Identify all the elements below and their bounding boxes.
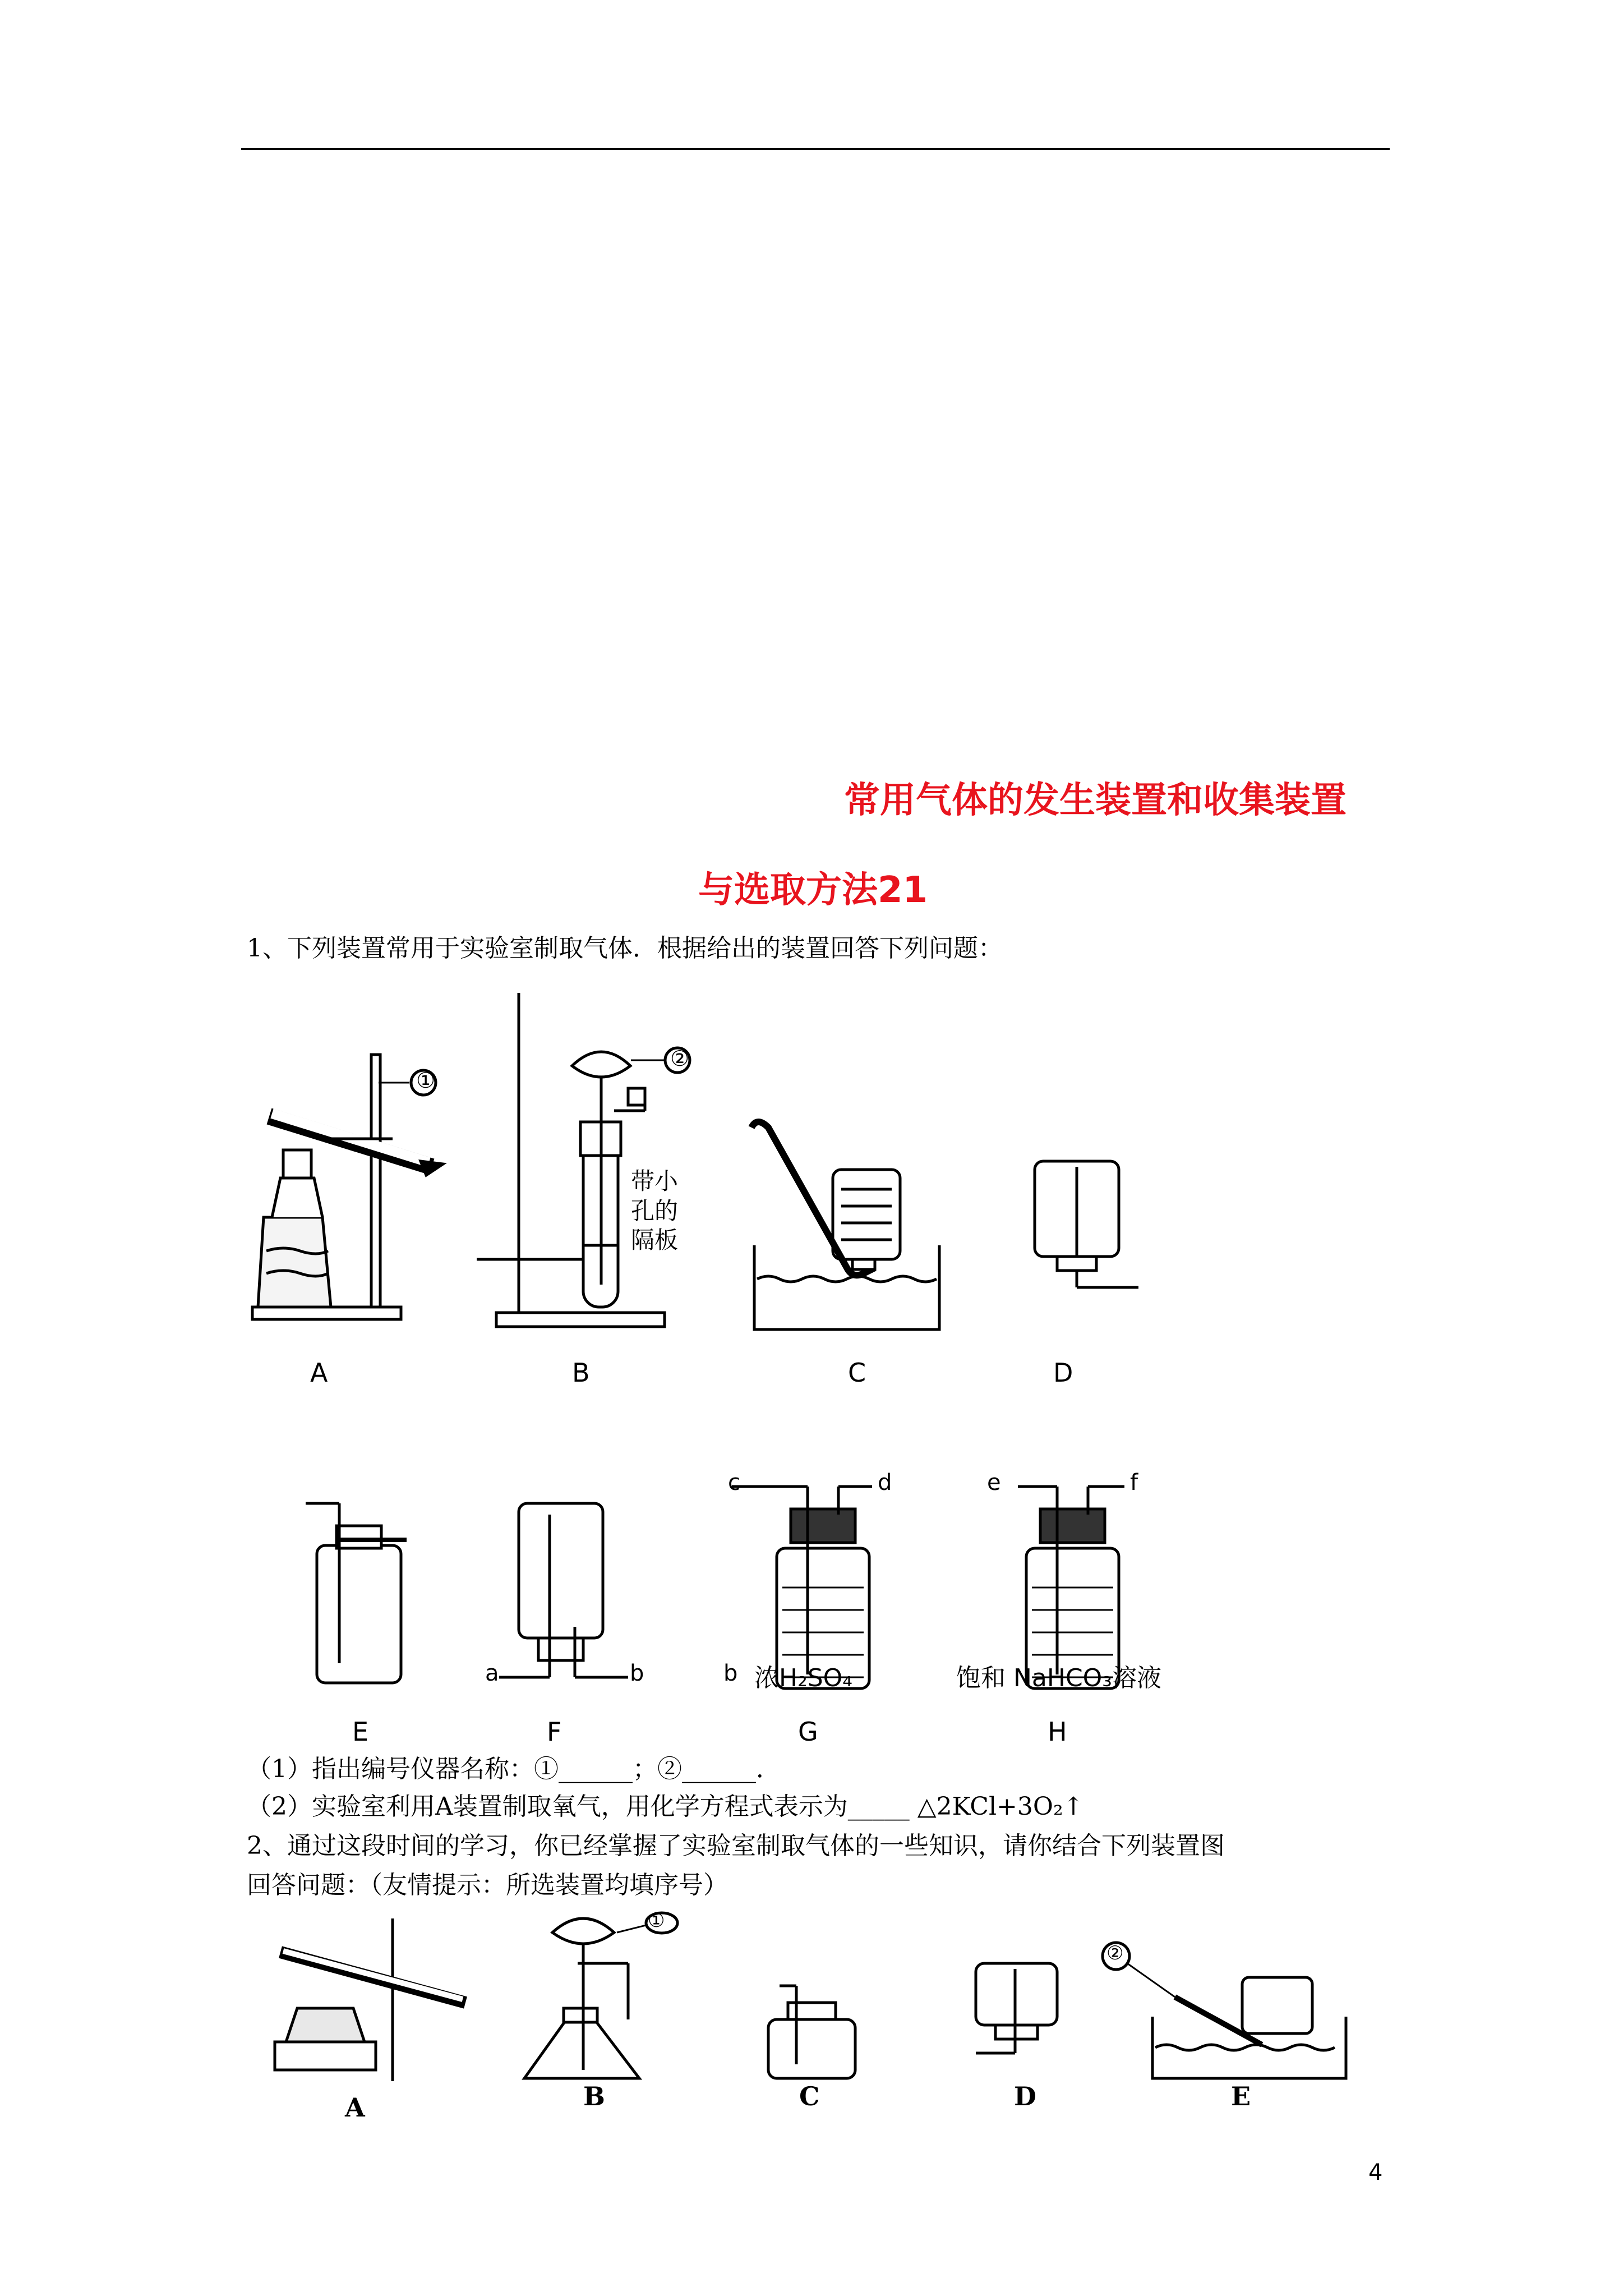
q1-label-c: C	[848, 1358, 866, 1388]
q1-label-e: E	[352, 1717, 369, 1747]
q1-port-f: f	[1130, 1470, 1138, 1496]
question-1-sub-1: （1）指出编号仪器名称：①______；②______．	[247, 1755, 781, 1783]
q2-circle-1: ①	[648, 1910, 665, 1932]
q1-partition-label: 带小 孔的 隔板	[631, 1167, 679, 1254]
title-line-1: 常用气体的发生装置和收集装置	[844, 780, 1347, 821]
question-2-intro-line-2: 回答问题：（友情提示：所选装置均填序号）	[247, 1871, 728, 1899]
q2-label-c: C	[799, 2081, 820, 2111]
q1-label-b: B	[572, 1358, 590, 1388]
q2-label-d: D	[1014, 2081, 1036, 2111]
question-2-intro-line-1: 2、通过这段时间的学习，你已经掌握了实验室制取气体的一些知识，请你结合下列装置图	[247, 1832, 1225, 1860]
q1-port-e: e	[987, 1470, 1001, 1496]
q2-label-a: A	[345, 2092, 365, 2123]
q2-circle-2: ②	[1106, 1942, 1124, 1964]
question-1-intro: 1、下列装置常用于实验室制取气体．根据给出的装置回答下列问题：	[247, 934, 1003, 963]
q1-h-liquid: 饱和 NaHCO₃溶液	[956, 1664, 1161, 1692]
q2-label-b: B	[583, 2081, 605, 2111]
q1-g-liquid: 浓H₂SO₄	[754, 1664, 852, 1692]
q1-label-h: H	[1048, 1717, 1067, 1747]
q1-port-c: c	[728, 1470, 740, 1496]
title-line-2: 与选取方法21	[698, 869, 928, 911]
q1-label-f: F	[547, 1717, 562, 1747]
page-number: 4	[1368, 2160, 1383, 2185]
q1-label-d: D	[1053, 1358, 1073, 1388]
q1-port-d: d	[878, 1470, 892, 1496]
q1-port-b: b	[630, 1660, 644, 1686]
q1-circle-1: ①	[416, 1068, 436, 1093]
question-1-sub-2: （2）实验室利用A装置制取氧气，用化学方程式表示为_____ △2KCl+3O₂↑	[247, 1792, 1084, 1821]
q2-label-e: E	[1231, 2081, 1251, 2111]
q1-port-g-b: b	[723, 1660, 738, 1686]
q1-port-a: a	[485, 1660, 499, 1686]
q1-label-g: G	[798, 1717, 818, 1747]
q1-label-a: A	[310, 1358, 328, 1388]
q1-circle-2: ②	[670, 1046, 690, 1071]
